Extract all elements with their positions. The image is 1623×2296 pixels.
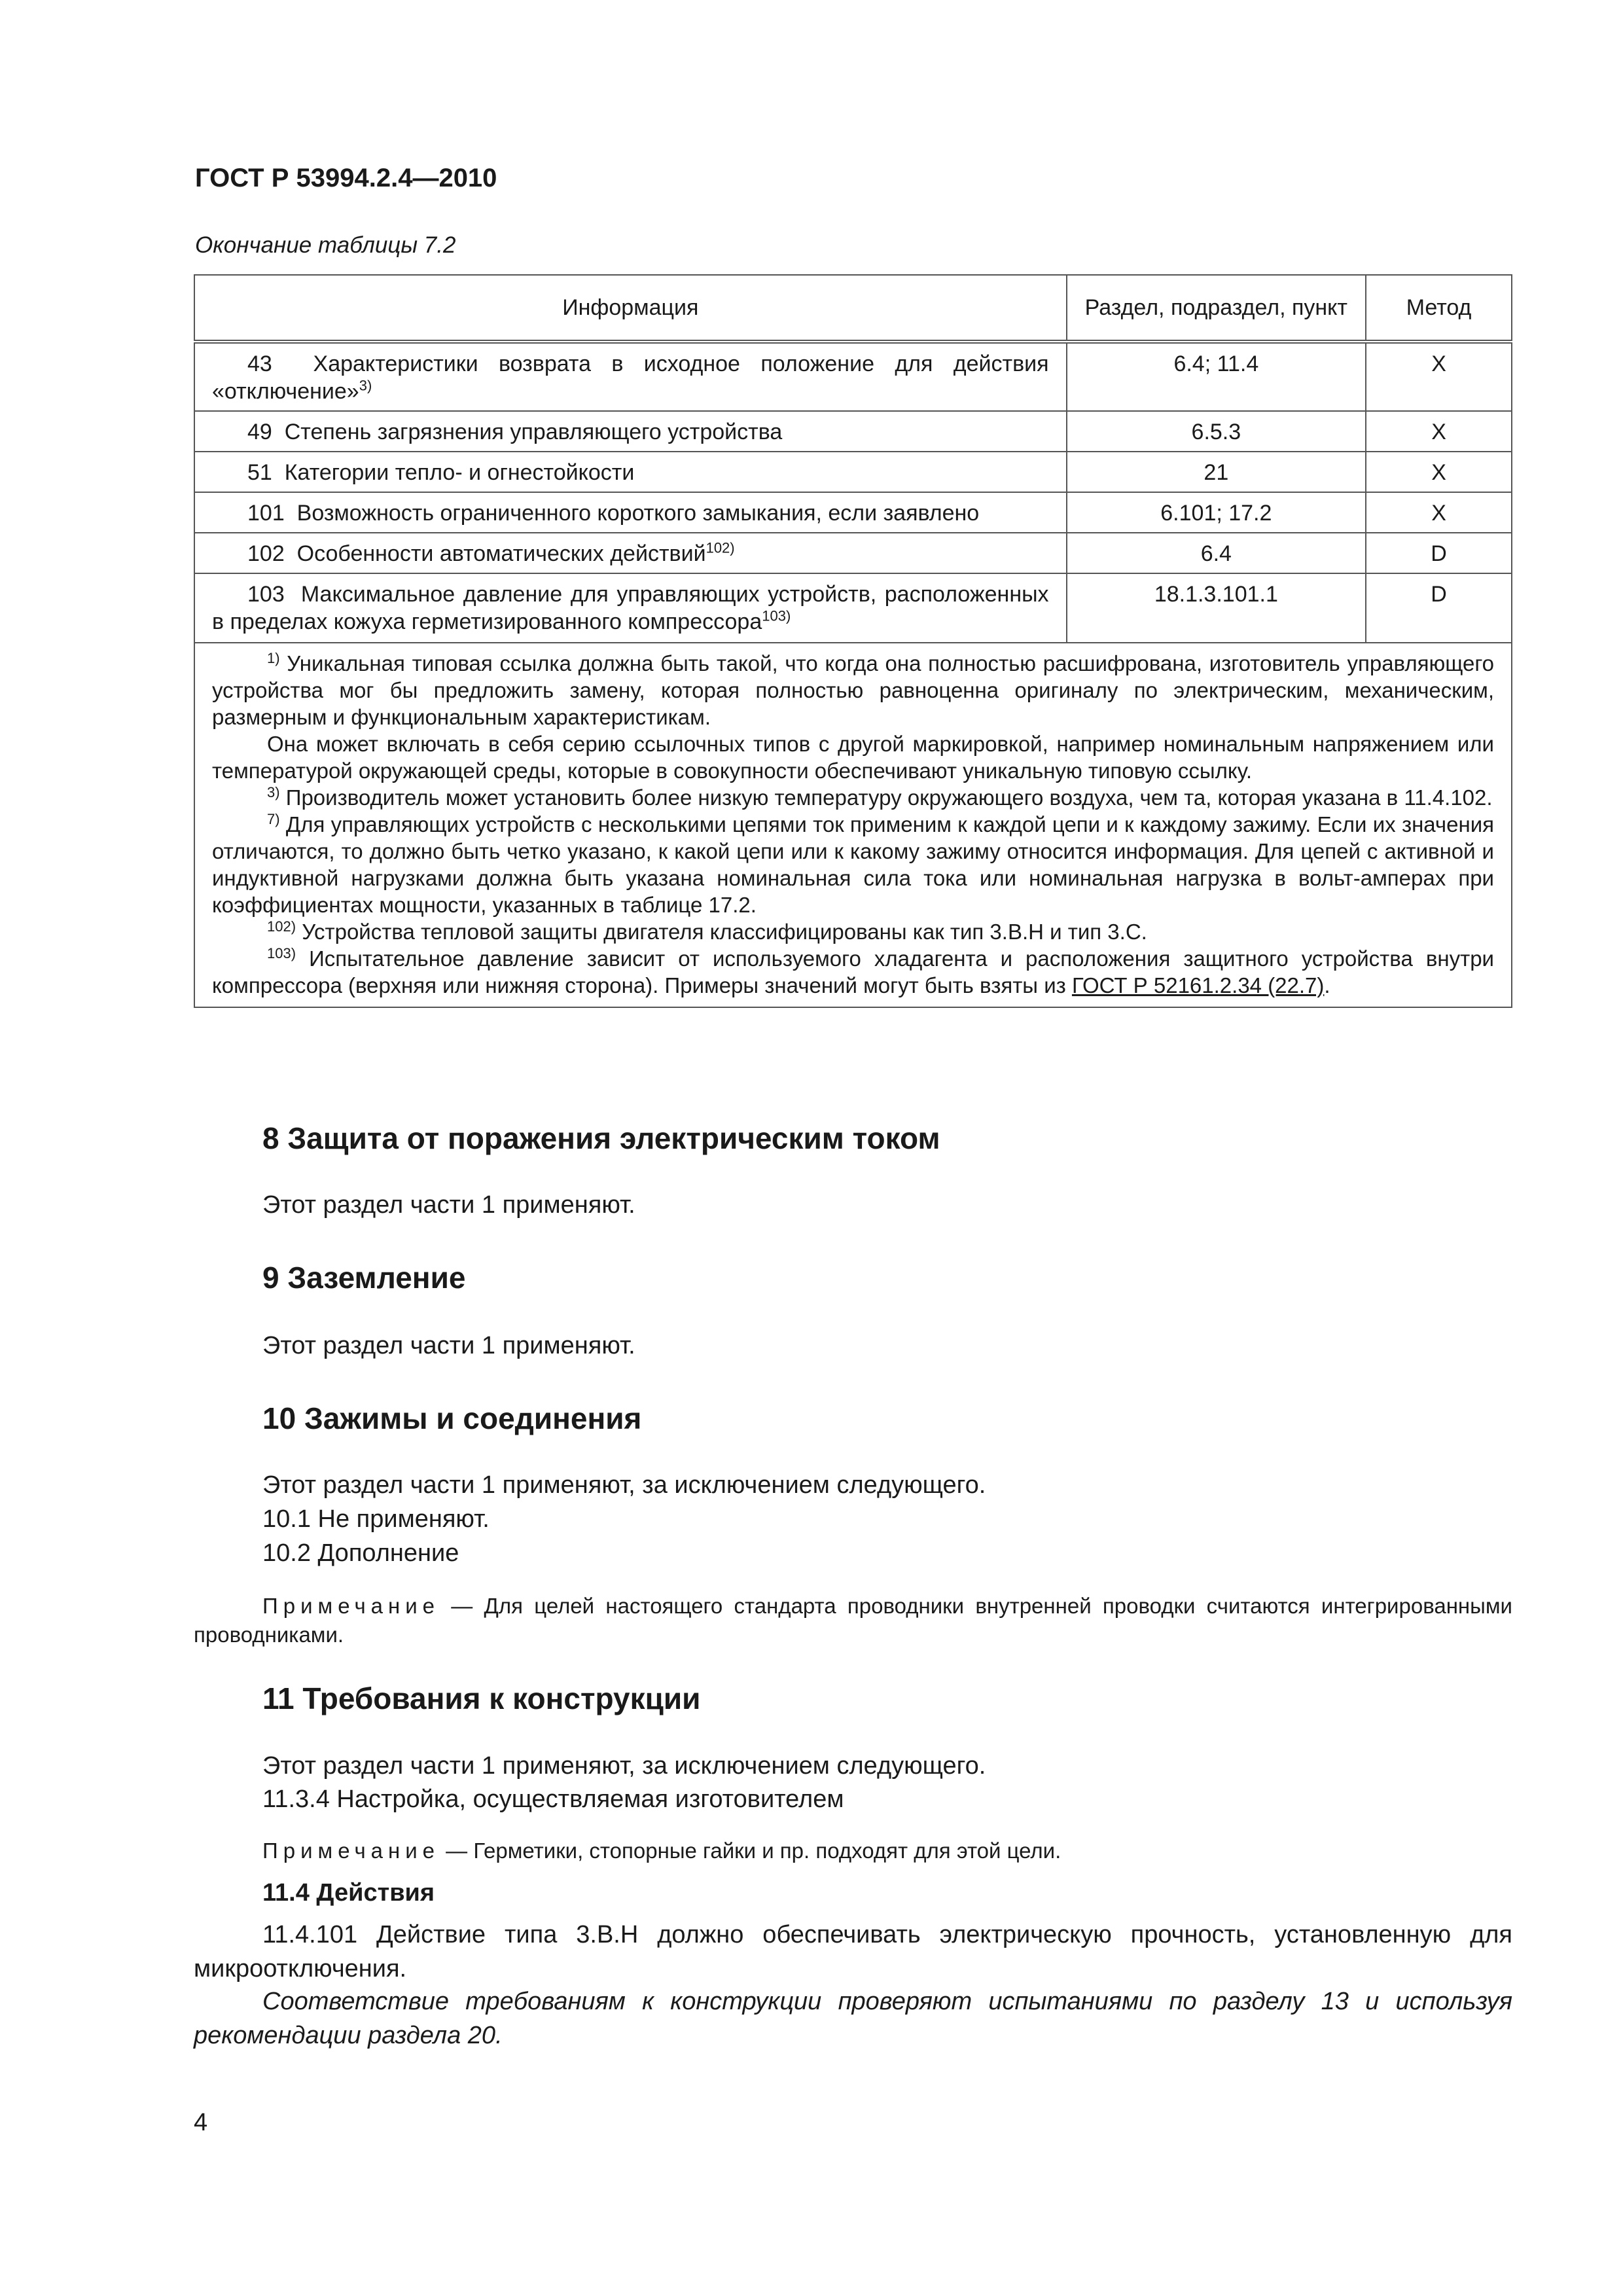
row-section: 21	[1067, 452, 1366, 492]
document-code: ГОСТ Р 53994.2.4—2010	[195, 164, 497, 192]
footnote-7: $^{7)}$ Для управляющих устройств с несколькими цепями ток применим к каждой цепи и к каждому зажиму. Если их значения отличаются, то должно быть четко указано, к какой цепи или к какому зажиму относится информация. Для цепей с активной и индуктивной нагрузками должна быть указана номинальная сила тока или номинальная нагрузка в вольт-амперах при коэффициентах мощности, указанных в таблице 17.2.	[212, 811, 1494, 917]
table-row	[194, 452, 1512, 492]
page-number: 4	[194, 2109, 208, 2136]
section-11-note	[194, 1837, 1512, 1865]
table-row	[194, 533, 1512, 573]
column-header-method: Метод	[1366, 275, 1512, 342]
note-label: Примечание	[262, 1594, 440, 1618]
footnote-103: $^{103)}$ Испытательное давление зависит от используемого хладагента и расположения защитного устройства внутри компрессора (верхняя или нижняя сторона). Примеры значений могут быть взяты из ГОСТ Р 52161.2.34 (22.7).	[212, 945, 1494, 997]
note-label: Примечание	[262, 1839, 440, 1863]
row-number: 49	[247, 420, 272, 444]
footnote-ref: 3)	[359, 377, 372, 394]
row-number: 102	[247, 541, 285, 566]
footnote-ref: 103)	[762, 607, 791, 624]
footnote-1-continuation: Она может включать в себя серию ссылочных типов с другой маркировкой, например номинальным напряжением или температурой окружающей среды, которые в совокупности обеспечивают уникальную типовую ссылку.	[212, 732, 1494, 783]
column-header-info: Информация	[194, 275, 1067, 342]
row-number: 101	[247, 501, 285, 526]
row-section: 6.4	[1067, 533, 1366, 573]
clause-11-4-101: 11.4.101 Действие типа 3.В.Н должно обеспечивать электрическую прочность, установленную для микроотключения.	[194, 1921, 1512, 1982]
section-11-text: Этот раздел части 1 применяют, за исключением следующего.	[262, 1752, 986, 1780]
row-section: 18.1.3.101.1	[1067, 573, 1366, 643]
row-method: X	[1366, 342, 1512, 411]
info-table	[194, 274, 1512, 1008]
row-number: 51	[247, 460, 272, 485]
footnote-102: $^{102)}$ Устройства тепловой защиты двигателя классифицированы как тип 3.В.Н и тип 3.С.	[267, 918, 1147, 944]
section-9-heading: 9 Заземление	[262, 1261, 466, 1295]
row-text: Максимальное давление для управляющих устройств, расположенных в пределах кожуха герметизированного компрессора	[212, 582, 1049, 634]
row-section: 6.5.3	[1067, 411, 1366, 452]
row-text: Категории тепло- и огнестойкости	[284, 460, 635, 485]
row-number: 43	[247, 351, 272, 376]
compliance-statement: Соответствие требованиям к конструкции проверяют испытаниями по разделу 13 и используя рекомендации раздела 20.	[194, 1988, 1512, 2049]
section-10-note	[194, 1592, 1512, 1649]
section-10-heading: 10 Зажимы и соединения	[262, 1401, 642, 1435]
row-number: 103	[247, 582, 285, 607]
section-9-text: Этот раздел части 1 применяют.	[262, 1332, 635, 1359]
row-method: X	[1366, 452, 1512, 492]
table-header-row	[194, 275, 1512, 342]
row-text: Характеристики возврата в исходное положение для действия «отключение»	[212, 351, 1049, 404]
clause-11-3-4: 11.3.4 Настройка, осуществляемая изготовителем	[262, 1785, 844, 1813]
row-section: 6.101; 17.2	[1067, 492, 1366, 533]
section-10-text: Этот раздел части 1 применяют, за исключением следующего.	[262, 1471, 986, 1499]
row-method: D	[1366, 533, 1512, 573]
section-8-heading: 8 Защита от поражения электрическим током	[262, 1121, 940, 1155]
table-row	[194, 342, 1512, 411]
row-section: 6.4; 11.4	[1067, 342, 1366, 411]
table-caption: Окончание таблицы 7.2	[195, 232, 456, 258]
footnote-3: $^{3)}$ Производитель может установить более низкую температуру окружающего воздуха, чем та, которая указана в 11.4.102.	[267, 784, 1493, 810]
column-header-section: Раздел, подраздел, пункт	[1067, 275, 1366, 342]
row-method: X	[1366, 411, 1512, 452]
table-row	[194, 411, 1512, 452]
table-row	[194, 492, 1512, 533]
footnote-1: $^{1)}$ Уникальная типовая ссылка должна быть такой, что когда она полностью расшифрована, изготовитель управляющего устройства мог бы предложить замену, которая полностью равноценна оригиналу по электрическим, механическим, размерным и функциональным характеристикам.	[212, 650, 1494, 729]
row-method: X	[1366, 492, 1512, 533]
note-body: — Для целей настоящего стандарта проводники внутренней проводки считаются интегрированными проводниками.	[194, 1594, 1512, 1647]
clause-10-2: 10.2 Дополнение	[262, 1539, 459, 1567]
clause-11-4-heading: 11.4 Действия	[262, 1879, 435, 1907]
clause-10-1: 10.1 Не применяют.	[262, 1505, 490, 1533]
footnote-ref: 102)	[705, 539, 735, 556]
standard-reference-link[interactable]: ГОСТ Р 52161.2.34 (22.7)	[1071, 973, 1325, 997]
note-body: — Герметики, стопорные гайки и пр. подходят для этой цели.	[440, 1839, 1061, 1863]
row-text: Степень загрязнения управляющего устройства	[284, 420, 783, 444]
table-row	[194, 573, 1512, 643]
row-text: Возможность ограниченного короткого замыкания, если заявлено	[296, 501, 980, 526]
section-11-heading: 11 Требования к конструкции	[262, 1681, 701, 1715]
row-method: D	[1366, 573, 1512, 643]
row-text: Особенности автоматических действий	[296, 541, 706, 566]
table-footnotes-row	[194, 643, 1512, 1007]
table-footnotes	[194, 643, 1512, 1007]
section-8-text: Этот раздел части 1 применяют.	[262, 1191, 635, 1219]
